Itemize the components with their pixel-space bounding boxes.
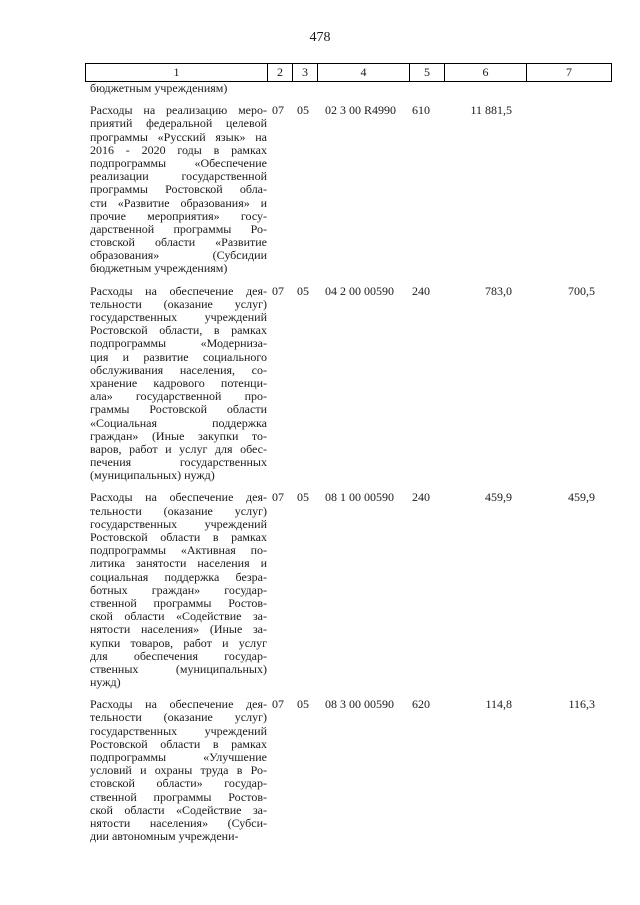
description-line: Ростовской области, в рамках: [90, 323, 267, 338]
description-line: социальная поддержка безра-: [90, 569, 267, 584]
amount-year-1: 114,8: [485, 697, 512, 712]
description-line: хранение кадрового потенци-: [90, 375, 267, 390]
amount-year-1: 11 881,5: [470, 103, 512, 118]
row-description: [85, 491, 267, 689]
section-code: 07: [272, 490, 284, 505]
description-line: подпрограммы «Модерниза-: [90, 336, 267, 351]
continuation-row: [85, 82, 612, 95]
expense-type-code: 240: [412, 283, 430, 298]
description-line: сти «Развитие образования» и: [90, 195, 267, 210]
amount-year-2: 459,9: [568, 490, 595, 505]
amount-year-2: 116,3: [568, 697, 595, 712]
description-line: дии автономным учреждени-: [90, 829, 239, 844]
description-line: для обеспечения государ-: [90, 648, 267, 663]
description-line: Расходы на обеспечение дея-: [90, 697, 267, 712]
page-number: 478: [309, 30, 331, 45]
description-line: нужд): [90, 675, 121, 690]
table-row: [85, 104, 612, 275]
description-line: ственной программы Ростов-: [90, 789, 267, 804]
row-description: [85, 82, 267, 95]
description-line: ственной программы Ростов-: [90, 595, 267, 610]
description-line: ской области «Содействие за-: [90, 802, 267, 817]
description-line: программы Ростовской обла-: [90, 182, 267, 197]
description-line: ботных граждан» государ-: [90, 582, 267, 597]
description-line: тельности (оказание услуг): [90, 710, 267, 725]
description-line: Расходы на обеспечение дея-: [90, 490, 267, 505]
description-line: ала» государственной про-: [90, 389, 267, 404]
description-line: ственных (муниципальных): [90, 661, 267, 676]
section-code: 07: [272, 697, 284, 712]
description-line: купки товаров, работ и услуг: [90, 635, 267, 650]
description-line: 2016 - 2020 годы в рамках: [90, 142, 267, 157]
description-line: граммы Ростовской области: [90, 402, 267, 417]
description-line: Ростовской области в рамках: [90, 530, 267, 544]
description-line: ской области «Содействие за-: [90, 609, 267, 624]
description-line: Расходы на реализацию меро-: [90, 103, 267, 118]
description-line: образования» (Субсидии: [90, 248, 267, 263]
row-description: [85, 104, 267, 275]
description-line: Ростовской области в рамках: [90, 736, 267, 751]
description-line: государственных учреждений: [90, 723, 267, 738]
amount-year-1: 459,9: [485, 490, 512, 505]
header-col-1: 1: [85, 64, 267, 81]
subsection-code: 05: [297, 697, 309, 712]
description-line: стовской области» государ-: [90, 776, 267, 791]
amount-year-1: 783,0: [485, 283, 512, 298]
description-line: подпрограммы «Улучшение: [90, 750, 267, 764]
header-col-4: 4: [317, 64, 409, 81]
description-line: условий и охраны труда в Ро-: [90, 763, 267, 778]
description-line: реализации государственной: [90, 169, 267, 184]
section-code: 07: [272, 103, 284, 118]
description-line: литика занятости населения и: [90, 556, 267, 571]
description-line: печения государственных: [90, 455, 267, 470]
description-line: ция и развитие социального: [90, 349, 267, 364]
description-line: граждан» (Иные закупки то-: [90, 428, 267, 443]
header-col-2: 2: [267, 64, 292, 81]
description-line: бюджетным учреждениям): [90, 261, 228, 276]
description-line: варов, работ и услуг для обес-: [90, 441, 267, 456]
target-article-code: 04 2 00 00590: [325, 283, 394, 298]
description-line: стовской области «Развитие: [90, 235, 267, 250]
table-header-row: [85, 64, 612, 82]
table-row: [85, 698, 612, 843]
description-line: государственных учреждений: [90, 516, 267, 531]
budget-table: [85, 63, 612, 843]
description-line: Расходы на обеспечение дея-: [90, 283, 267, 298]
description-line: тельности (оказание услуг): [90, 296, 267, 311]
row-description: [85, 698, 267, 843]
description-line: бюджетным учреждениям): [90, 81, 228, 95]
header-col-7: 7: [526, 64, 612, 81]
description-line: нятости населения» (Субси-: [90, 815, 267, 830]
description-line: «Социальная поддержка: [90, 415, 267, 430]
description-line: (муниципальных) нужд): [90, 468, 215, 483]
row-description: [85, 285, 267, 483]
description-line: программы «Русский язык» на: [90, 129, 267, 144]
header-col-5: 5: [409, 64, 444, 81]
table-body: [85, 82, 612, 843]
target-article-code: 08 3 00 00590: [325, 697, 394, 712]
expense-type-code: 620: [412, 697, 430, 712]
section-code: 07: [272, 283, 284, 298]
target-article-code: 02 3 00 R4990: [325, 103, 397, 118]
target-article-code: 08 1 00 00590: [325, 490, 394, 505]
header-col-6: 6: [444, 64, 526, 81]
description-line: подпрограммы «Обеспечение: [90, 155, 267, 170]
subsection-code: 05: [297, 283, 309, 298]
header-col-3: 3: [292, 64, 317, 81]
subsection-code: 05: [297, 490, 309, 505]
table-row: [85, 491, 612, 689]
description-line: государственных учреждений: [90, 310, 267, 324]
amount-year-2: 700,5: [568, 283, 595, 298]
description-line: обслуживания населения, со-: [90, 362, 267, 377]
description-line: прочие мероприятия» госу-: [90, 208, 267, 223]
description-line: дарственной программы Ро-: [90, 221, 267, 236]
expense-type-code: 240: [412, 490, 430, 505]
description-line: нятости населения» (Иные за-: [90, 622, 267, 637]
table-row: [85, 285, 612, 483]
description-line: приятий федеральной целевой: [90, 116, 267, 131]
expense-type-code: 610: [412, 103, 430, 118]
description-line: тельности (оказание услуг): [90, 503, 267, 518]
description-line: подпрограммы «Активная по-: [90, 543, 267, 558]
subsection-code: 05: [297, 103, 309, 118]
